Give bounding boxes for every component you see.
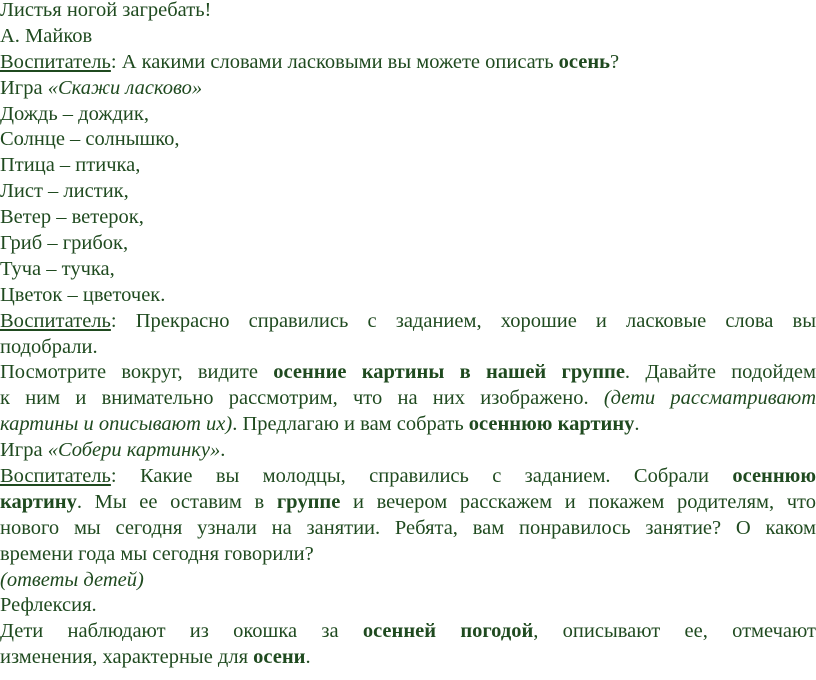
text: Рефлексия. (0, 594, 97, 617)
text: Гриб – грибок, (0, 232, 129, 255)
text: . Давайте подойдем (624, 361, 816, 384)
paragraph-line (0, 645, 816, 671)
text: . (305, 646, 311, 669)
text: подобрали. (0, 335, 98, 358)
italic-text: «Собери картинку» (47, 439, 221, 462)
bold-text: осенние картины в нашей группе (273, 361, 625, 384)
paragraph-line (0, 412, 816, 438)
paragraph-line (0, 386, 816, 412)
bold-text: картину (0, 490, 77, 513)
word-pair (0, 179, 816, 205)
text: . (634, 413, 640, 436)
text: Птица – птичка, (0, 154, 141, 177)
poem-line (0, 0, 816, 24)
paragraph-line (0, 542, 816, 568)
text: Дети наблюдают из окошка за (0, 620, 363, 643)
word-pair (0, 153, 816, 179)
speaker-label: Воспитатель (0, 309, 111, 332)
text: времени года мы сегодня говорили? (0, 542, 314, 565)
paragraph-line (0, 309, 816, 335)
bold-text: группе (276, 490, 341, 513)
text: изменения, характерные для (0, 646, 254, 669)
text: Ветер – ветерок, (0, 206, 144, 229)
word-pair (0, 127, 816, 153)
bold-text: осени (253, 646, 306, 669)
poem-author (0, 24, 816, 50)
text: нового мы сегодня узнали на занятии. Ребята, вам понравилось занятие? О каком (0, 516, 816, 539)
text: ? (610, 50, 620, 73)
word-pair (0, 257, 816, 283)
paragraph-line (0, 464, 816, 490)
paragraph-line (0, 490, 816, 516)
text: Игра (0, 76, 48, 99)
italic-text: «Скажи ласково» (47, 76, 203, 99)
bold-text: осеннюю картину (468, 413, 635, 436)
text: и вечером расскажем и покажем родителям, что (340, 490, 816, 513)
game-title (0, 76, 816, 102)
text: : А какими словами ласковыми вы можете описать (110, 50, 559, 73)
word-pair (0, 102, 816, 128)
paragraph-line (0, 619, 816, 645)
word-pair (0, 231, 816, 257)
italic-text: (ответы детей) (0, 568, 144, 591)
text: к ним и внимательно рассмотрим, что на них изображено. (0, 387, 604, 410)
word-pair (0, 205, 816, 231)
text: Игра (0, 439, 48, 462)
game-title (0, 438, 816, 464)
children-answers (0, 568, 816, 594)
text: Посмотрите вокруг, видите (0, 361, 274, 384)
word-pair (0, 283, 816, 309)
italic-text: (дети рассматривают (603, 387, 816, 410)
text: Листья ногой загребать! (0, 0, 212, 21)
text: Солнце – солнышко, (0, 128, 180, 151)
bold-text: осень (558, 50, 611, 73)
speaker-label: Воспитатель (0, 50, 111, 73)
paragraph-line (0, 335, 816, 361)
bold-text: осенней погодой (362, 620, 534, 643)
text: А. Майков (0, 24, 93, 47)
text: . Предлагаю и вам собрать (232, 413, 469, 436)
text: : Прекрасно справились с заданием, хорошие и ласковые слова вы (110, 309, 816, 332)
text: Цветок – цветочек. (0, 283, 166, 306)
text: Туча – тучка, (0, 257, 115, 280)
italic-text: картины и описывают их) (0, 413, 233, 436)
text: . Мы ее оставим в (76, 490, 277, 513)
text: . (220, 439, 226, 462)
text: Лист – листик, (0, 180, 129, 203)
section-heading (0, 593, 816, 619)
paragraph-line (0, 360, 816, 386)
paragraph-line (0, 516, 816, 542)
text: , описывают ее, отмечают (533, 620, 816, 643)
text: : Какие вы молодцы, справились с заданием. Собрали (110, 465, 733, 488)
bold-text: осеннюю (732, 465, 816, 488)
text: Дождь – дождик, (0, 102, 149, 125)
teacher-question (0, 50, 816, 76)
speaker-label: Воспитатель (0, 465, 111, 488)
